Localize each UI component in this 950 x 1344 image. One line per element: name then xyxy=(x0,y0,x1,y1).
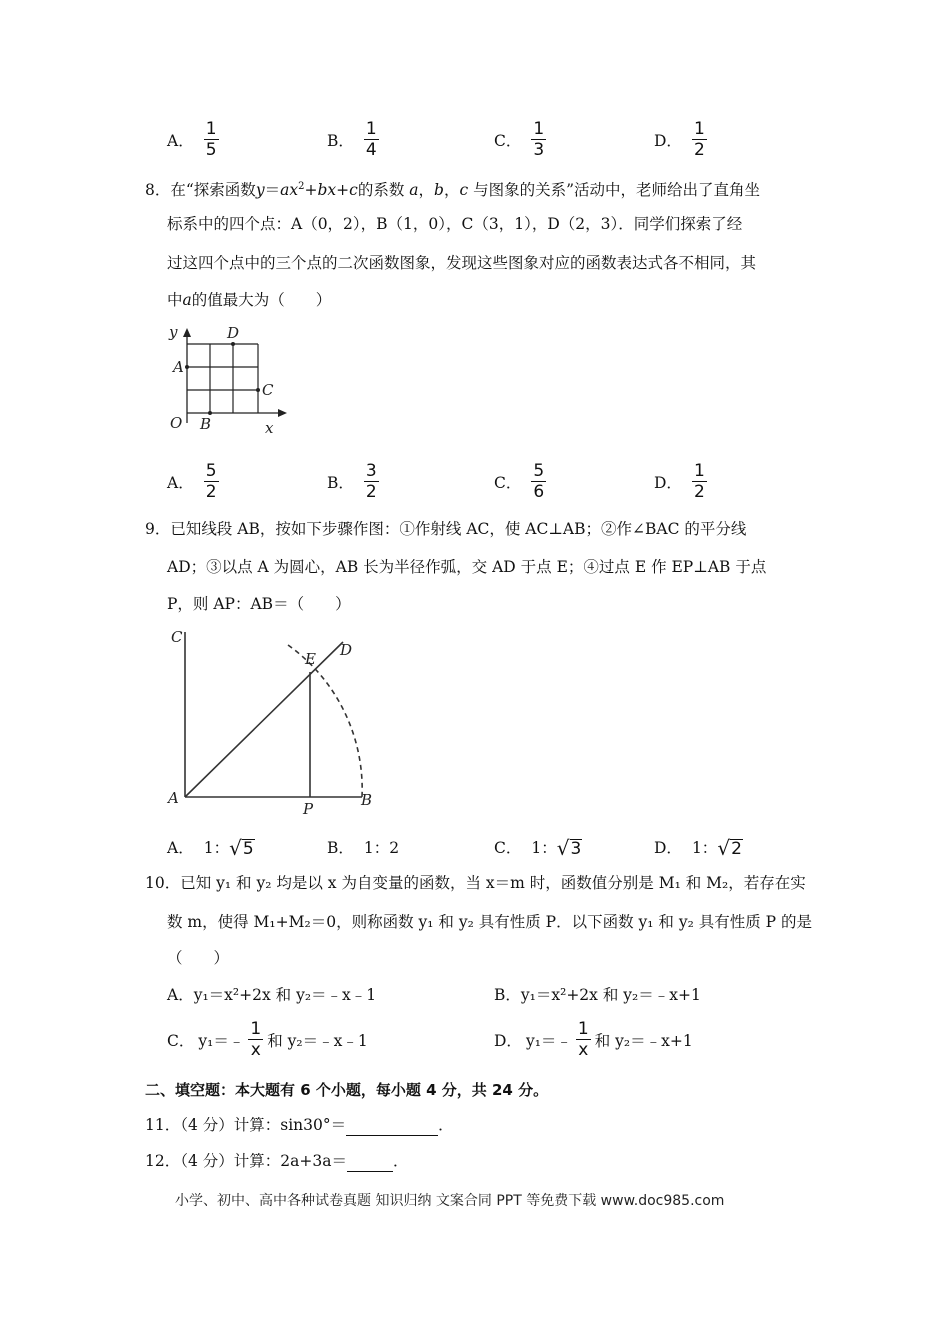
q10-option-b: B．y₁＝x²+2x 和 y₂＝﹣x+1 xyxy=(494,986,701,1004)
point-c xyxy=(256,388,260,392)
q8-line-2: 标系中的四个点：A（0，2），B（1，0），C（3，1），D（2，3）．同学们探索了经 xyxy=(167,215,743,233)
label-c: C xyxy=(262,381,274,399)
q9-option-b: B． 1：2 xyxy=(327,839,400,857)
label-y: y xyxy=(169,323,178,341)
q9-option-a: A． 1： √ 5 xyxy=(167,836,254,860)
square-root: √ 5 xyxy=(229,836,254,860)
fraction: $\frac{1}{2}$ xyxy=(693,119,705,160)
label-b: B xyxy=(361,791,373,809)
label-c: C xyxy=(171,628,183,646)
label-o: O xyxy=(170,414,183,432)
question-12: 12．（4 分）计算：2a+3a＝ ． xyxy=(145,1152,409,1170)
q9-line-2: AD；③以点 A 为圆心，AB 长为半径作弧，交 AD 于点 E；④过点 E 作 EP⊥AB 于点 xyxy=(167,558,767,576)
square-root: √ 3 xyxy=(556,836,582,860)
q8-option-b: B． $\frac{3}{2}$ xyxy=(327,461,377,502)
q8-option-c: C． $\frac{5}{6}$ xyxy=(494,461,545,502)
grid-lines xyxy=(187,344,258,413)
arc xyxy=(288,645,362,797)
label-d: D xyxy=(340,641,353,659)
fraction: $\frac{1}{4}$ xyxy=(365,119,377,160)
label-a: A xyxy=(173,358,184,376)
point-d xyxy=(231,342,235,346)
q9-line-1: 9．已知线段 AB，按如下步骤作图：①作射线 AC，使 AC⊥AB；②作∠BAC 的平分线 xyxy=(145,520,747,538)
q8-option-a: A． $\frac{5}{2}$ xyxy=(167,461,217,502)
q10-line-2: 数 m，使得 M₁+M₂＝0，则称函数 y₁ 和 y₂ 具有性质 P．以下函数 y₁ 和 y₂ 具有性质 P 的是 xyxy=(167,913,813,931)
ray-ad xyxy=(185,642,343,797)
fraction: $\frac{1}{x}$ xyxy=(250,1019,262,1060)
y-axis-arrow xyxy=(183,328,191,337)
q8-grid-figure xyxy=(165,322,295,437)
fraction: $\frac{5}{6}$ xyxy=(533,461,545,502)
x-axis-arrow xyxy=(278,409,287,417)
label-e: E xyxy=(305,650,316,668)
square-root: √ 2 xyxy=(717,836,742,860)
q10-option-d: D． y₁＝﹣ $\frac{1}{x}$ 和 y₂＝﹣x+1 xyxy=(494,1019,693,1060)
fraction: $\frac{3}{2}$ xyxy=(365,461,377,502)
q7-option-a: A． $\frac{1}{5}$ xyxy=(167,119,217,160)
q9-construction-figure xyxy=(165,622,385,817)
answer-blank xyxy=(346,1119,438,1136)
label-p: P xyxy=(303,800,314,817)
fraction: $\frac{1}{x}$ xyxy=(577,1019,589,1060)
answer-blank xyxy=(347,1155,393,1172)
q8-line-1: 8．在“探索函数$y=ax^2+bx+c$的系数 a，b，c 与图象的关系”活动中，老师给出了直角坐 xyxy=(145,181,761,200)
q8-line-4: 中a的值最大为（ ） xyxy=(167,291,332,309)
label-x: x xyxy=(265,419,274,437)
q9-option-c: C． 1： √ 3 xyxy=(494,836,582,860)
label-d: D xyxy=(227,324,240,342)
q9-option-d: D． 1： √ 2 xyxy=(654,836,742,860)
fraction: $\frac{1}{3}$ xyxy=(533,119,545,160)
label-a: A xyxy=(168,789,179,807)
q10-line-3: （ ） xyxy=(167,949,230,967)
section-2-heading: 二、填空题：本大题有 6 个小题，每小题 4 分，共 24 分。 xyxy=(145,1081,549,1099)
question-11: 11．（4 分）计算：sin30°＝ ． xyxy=(145,1116,454,1134)
q8-line-3: 过这四个点中的三个点的二次函数图象，发现这些图象对应的函数表达式各不相同，其 xyxy=(167,254,757,272)
q7-option-c: C． $\frac{1}{3}$ xyxy=(494,119,545,160)
fraction: $\frac{5}{2}$ xyxy=(205,461,217,502)
q9-line-3: P，则 AP：AB＝（ ） xyxy=(167,595,351,613)
label-b: B xyxy=(200,415,212,433)
page-footer: 小学、初中、高中各种试卷真题 知识归纳 文案合同 PPT 等免费下载 www.doc985.com xyxy=(175,1193,725,1209)
q10-line-1: 10．已知 y₁ 和 y₂ 均是以 x 为自变量的函数，当 x＝m 时，函数值分别是 M₁ 和 M₂，若存在实 xyxy=(145,874,806,892)
fraction: $\frac{1}{5}$ xyxy=(205,119,217,160)
q7-option-d: D． $\frac{1}{2}$ xyxy=(654,119,705,160)
q10-option-a: A．y₁＝x²+2x 和 y₂＝﹣x﹣1 xyxy=(167,986,377,1004)
fraction: $\frac{1}{2}$ xyxy=(693,461,705,502)
q10-option-c: C． y₁＝﹣ $\frac{1}{x}$ 和 y₂＝﹣x﹣1 xyxy=(167,1019,368,1060)
point-a xyxy=(185,365,189,369)
q8-option-d: D． $\frac{1}{2}$ xyxy=(654,461,705,502)
q7-option-b: B． $\frac{1}{4}$ xyxy=(327,119,377,160)
